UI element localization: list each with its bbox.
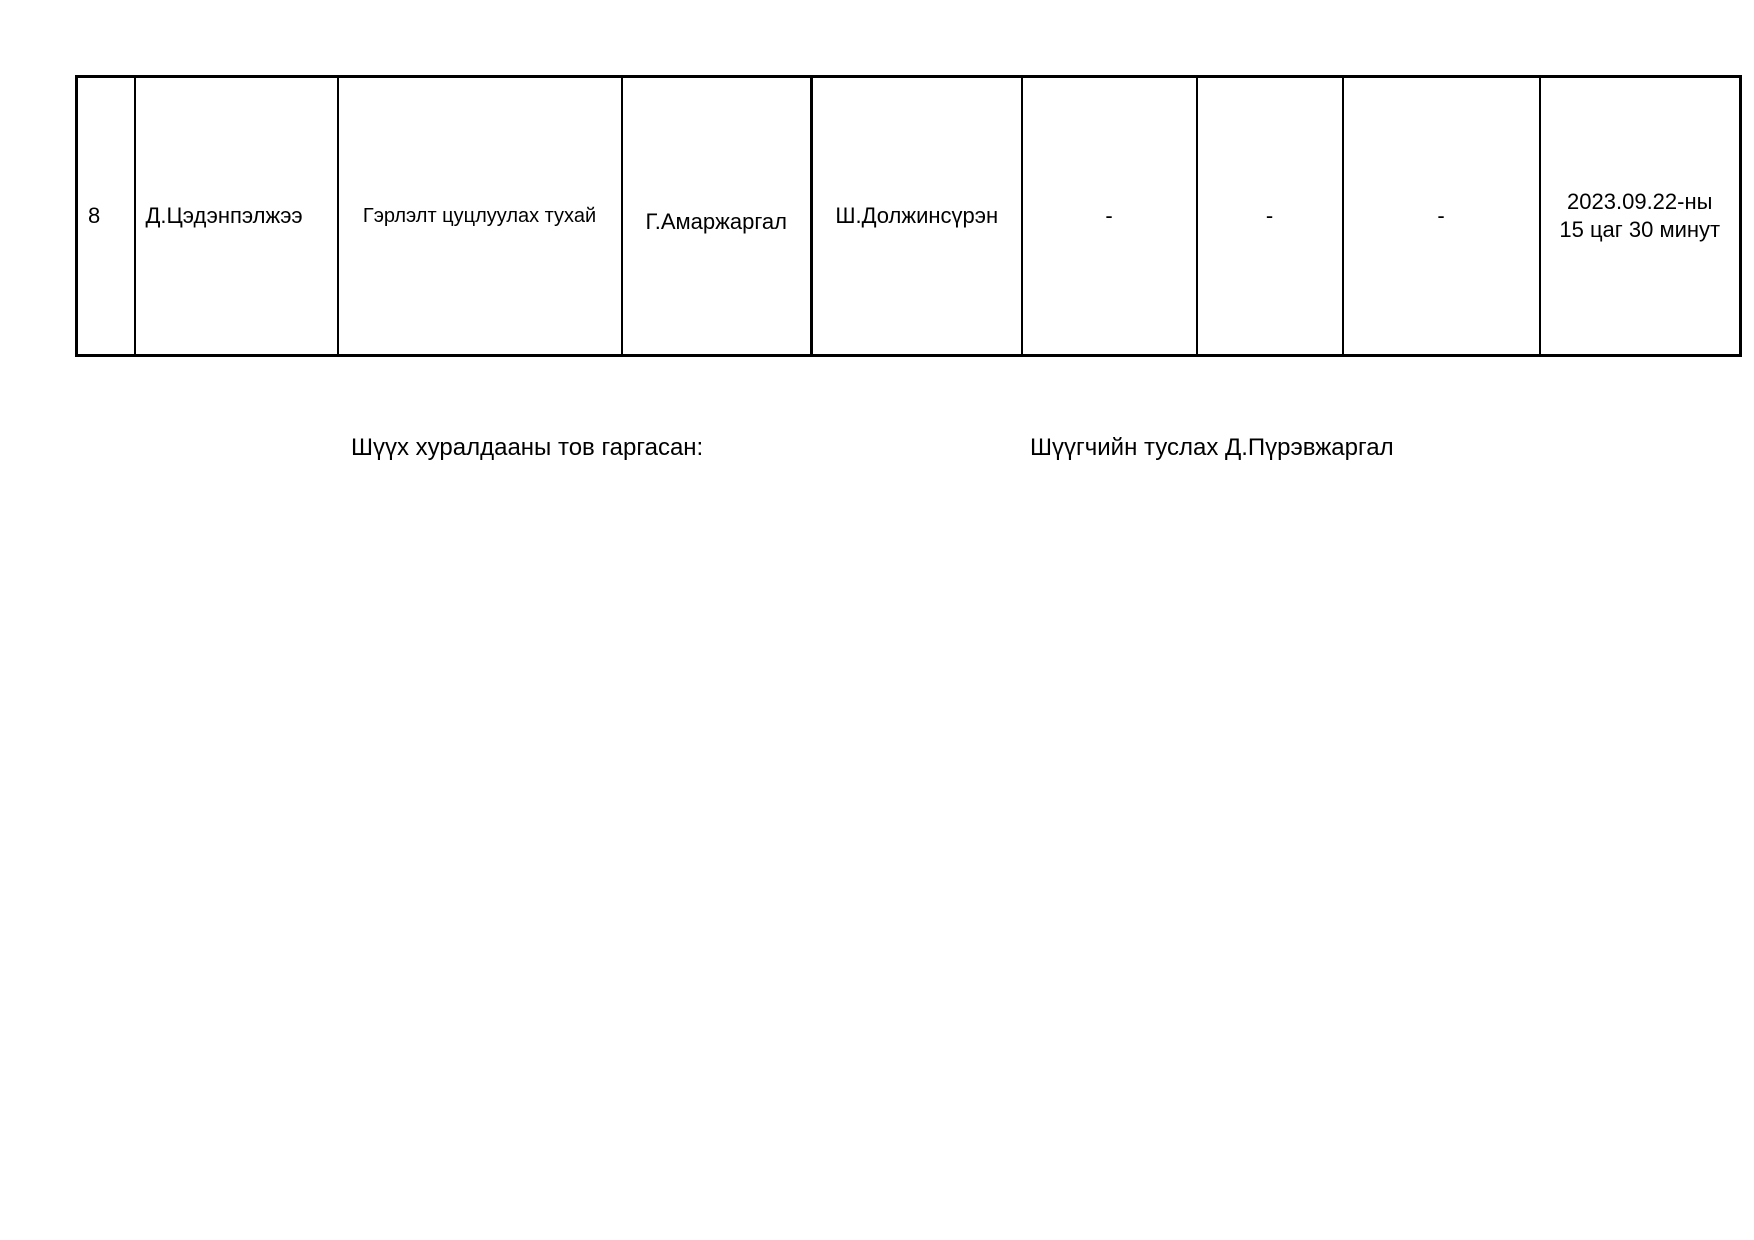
assistant-signature: Шүүгчийн туслах Д.Пүрэвжаргал <box>1030 434 1394 461</box>
empty-cell-7: - <box>1197 77 1343 356</box>
schedule-issuer-label: Шүүх хуралдааны тов гаргасан: <box>351 434 704 461</box>
row-number: 8 <box>77 77 135 356</box>
judge-name: Г.Амаржаргал <box>622 77 812 356</box>
empty-cell-8: - <box>1343 77 1540 356</box>
case-description: Гэрлэлт цуцлуулах тухай <box>338 77 622 356</box>
hearing-datetime <box>1540 77 1741 356</box>
schedule-table <box>75 75 1742 357</box>
hearing-time: 15 цаг 30 минут <box>1559 217 1721 242</box>
table-row <box>77 77 1741 356</box>
party-name: Ш.Должинсүрэн <box>812 77 1022 356</box>
defendant-name: Д.Цэдэнпэлжээ <box>135 77 338 356</box>
hearing-date: 2023.09.22-ны <box>1567 189 1713 214</box>
empty-cell-6: - <box>1022 77 1197 356</box>
